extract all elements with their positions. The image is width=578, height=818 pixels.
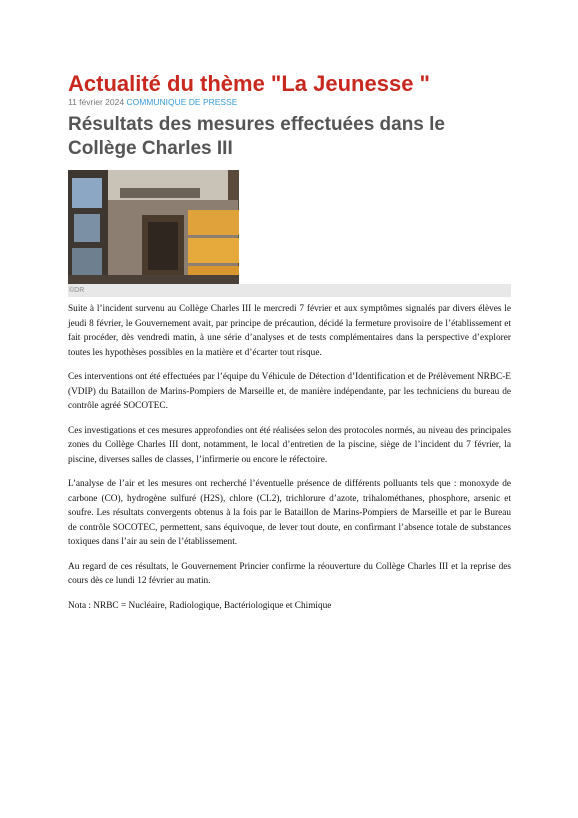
paragraph: L’analyse de l’air et les mesures ont recherché l’éventuelle présence de différents polluants tels que : monoxyde de carbone (CO), hydrogène sulfuré (H2S), chlore (CL2), trichlorure d’azote, trihalométhanes, phosphore, arsenic et soufre. Les résultats convergents obtenus à la fois par le Bataillon de Marins-Pompiers de Marseille et par le Bureau de contrôle SOCOTEC, permettent, sans équivoque, de lever tout doute, en confirmant l’absence totale de substances toxiques dans l’air au sein de l’établissement.: [68, 479, 511, 547]
paragraph: Ces investigations et ces mesures approfondies ont été réalisées selon des protocoles normés, au niveau des principales zones du Collège Charles III dont, notamment, le local d’entretien de la piscine, siège de l’incident du 7 février, la piscine, diverses salles de classes, l’infirmerie ou encore le réfectoire.: [68, 425, 511, 465]
article-meta: [68, 97, 511, 107]
article-page: [68, 72, 511, 623]
category-link[interactable]: COMMUNIQUE DE PRESSE: [126, 97, 238, 107]
paragraph: Suite à l’incident survenu au Collège Charles III le mercredi 7 février et aux symptômes signalés par divers élèves le jeudi 8 février, le Gouvernement avait, par principe de précaution, décidé la fermeture provisoire de l’établissement et fait procéder, dès vendredi matin, à une série d’analyses et de tests complémentaires dans la perspective d’explorer toutes les hypothèses possibles en la matière et d’écarter tout risque.: [68, 304, 511, 358]
photo-credit: ©DR: [69, 287, 85, 294]
section-title: Actualité du thème "La Jeunesse ": [68, 71, 430, 96]
article-body: [68, 302, 511, 613]
article-photo: [68, 170, 239, 284]
photo-credit-bar: [68, 284, 511, 297]
paragraph: Ces interventions ont été effectuées par l’équipe du Véhicule de Détection d’Identification et de Prélèvement NRBC-E (VDIP) du Bataillon de Marins-Pompiers de Marseille et, de manière indépendante, par les techniciens du bureau de contrôle agréé SOCOTEC.: [68, 372, 511, 411]
article-headline: Résultats des mesures effectuées dans le Collège Charles III: [68, 114, 446, 159]
publication-date: 11 février 2024: [68, 97, 125, 107]
paragraph: Au regard de ces résultats, le Gouvernement Princier confirme la réouverture du Collège Charles III et la reprise des cours dès ce lundi 12 février au matin.: [68, 561, 511, 586]
paragraph: Nota : NRBC = Nucléaire, Radiologique, Bactériologique et Chimique: [68, 600, 332, 611]
